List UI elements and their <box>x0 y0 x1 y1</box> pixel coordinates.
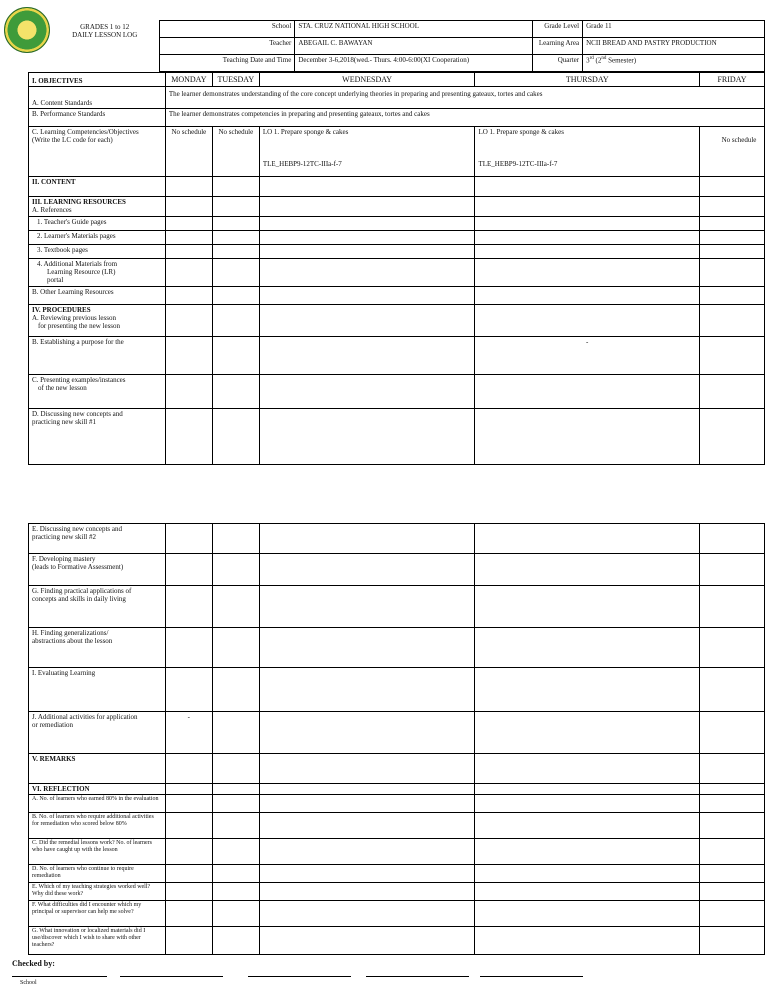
learning-area-value: NCII BREAD AND PASTRY PRODUCTION <box>583 38 765 55</box>
content-standards-label: A. Content Standards <box>29 87 166 109</box>
quarter-label: Quarter <box>533 55 583 72</box>
school-label: School <box>160 21 295 38</box>
header-table <box>50 20 765 72</box>
signature-line-2 <box>120 976 223 977</box>
tuesday-no-schedule: No schedule <box>212 127 259 177</box>
learners-materials-label: 2. Learner's Materials pages <box>29 231 166 245</box>
procedure-i: I. Evaluating Learning <box>29 668 166 712</box>
lesson-log-table-page2 <box>28 523 765 955</box>
grade-level-value: Grade 11 <box>583 21 765 38</box>
teacher-value: ABEGAIL C. BAWAYAN <box>295 38 533 55</box>
procedure-f: F. Developing mastery (leads to Formative Assessment) <box>29 554 166 586</box>
lesson-log-table-page1 <box>28 72 765 465</box>
thursday-competency: LO 1. Prepare sponge & cakes TLE_HEBP9-12TC-IIIa-f-7 <box>475 127 700 177</box>
content-standards-value: The learner demonstrates understanding of the core concept underlying theories in preparing and presenting gateaux, tortes and cakes <box>165 87 764 109</box>
other-resources-label: B. Other Learning Resources <box>29 287 166 305</box>
day-wednesday: WEDNESDAY <box>259 73 475 87</box>
checked-by-label: Checked by: <box>12 959 55 968</box>
procedure-d: D. Discussing new concepts and practicing new skill #1 <box>29 409 166 465</box>
reflection-a: A. No. of learners who earned 80% in the evaluation <box>29 795 166 813</box>
procedure-g: G. Finding practical applications of concepts and skills in daily living <box>29 586 166 628</box>
procedure-b: B. Establishing a purpose for the <box>29 337 166 375</box>
teacher-label: Teacher <box>160 38 295 55</box>
reflection-heading: VI. REFLECTION <box>29 784 166 795</box>
content-heading: II. CONTENT <box>29 177 166 197</box>
monday-dash: - <box>165 712 212 754</box>
thursday-dash: - <box>475 337 700 375</box>
remarks-heading: V. REMARKS <box>29 754 166 784</box>
friday-no-schedule: No schedule <box>700 127 765 177</box>
day-thursday: THURSDAY <box>475 73 700 87</box>
signature-line-3 <box>248 976 351 977</box>
wednesday-competency: LO 1. Prepare sponge & cakes TLE_HEBP9-12TC-IIIa-f-7 <box>259 127 475 177</box>
day-friday: FRIDAY <box>700 73 765 87</box>
school-signature-label: School <box>20 980 37 986</box>
reflection-e: E. Which of my teaching strategies worked well? Why did these work? <box>29 883 166 901</box>
teachers-guide-label: 1. Teacher's Guide pages <box>29 217 166 231</box>
school-seal-logo <box>4 7 50 53</box>
day-monday: MONDAY <box>165 73 212 87</box>
dates-label: Teaching Date and Time <box>160 55 295 72</box>
performance-standards-value: The learner demonstrates competencies in preparing and presenting gateaux, tortes and cakes <box>165 109 764 127</box>
dates-value: December 3-6,2018(wed.- Thurs. 4:00-6:00(XI Cooperation) <box>295 55 533 72</box>
reflection-d: D. No. of learners who continue to require remediation <box>29 865 166 883</box>
procedure-a: IV. PROCEDURES A. Reviewing previous lesson for presenting the new lesson <box>29 305 166 337</box>
learning-area-label: Learning Area <box>533 38 583 55</box>
learning-resources-heading: III. LEARNING RESOURCES A. References <box>29 197 166 217</box>
signature-line-1 <box>12 976 107 977</box>
reflection-b: B. No. of learners who require additional activities for remediation who scored below 80% <box>29 813 166 839</box>
procedure-c: C. Presenting examples/instances of the new lesson <box>29 375 166 409</box>
school-value: STA. CRUZ NATIONAL HIGH SCHOOL <box>295 21 533 38</box>
reflection-g: G. What innovation or localized materials did I use/discover which I wish to share with other teachers? <box>29 927 166 955</box>
day-tuesday: TUESDAY <box>212 73 259 87</box>
procedure-e: E. Discussing new concepts and practicing new skill #2 <box>29 524 166 554</box>
procedure-h: H. Finding generalizations/ abstractions about the lesson <box>29 628 166 668</box>
grades-label: GRADES 1 to 12 <box>80 22 130 31</box>
monday-no-schedule: No schedule <box>165 127 212 177</box>
learning-competencies-label: C. Learning Competencies/Objectives (Write the LC code for each) <box>29 127 166 177</box>
additional-materials-label: 4. Additional Materials from Learning Resource (LR) portal <box>29 259 166 287</box>
quarter-value: 3rd (2nd Semester) <box>583 55 765 72</box>
signature-line-4 <box>366 976 469 977</box>
procedure-j: J. Additional activities for application or remediation <box>29 712 166 754</box>
dll-label: DAILY LESSON LOG <box>72 30 138 39</box>
performance-standards-label: B. Performance Standards <box>29 109 166 127</box>
reflection-c: C. Did the remedial lessons work? No. of learners who have caught up with the lesson <box>29 839 166 865</box>
signature-line-5 <box>480 976 583 977</box>
grade-level-label: Grade Level <box>533 21 583 38</box>
objectives-heading: I. OBJECTIVES <box>29 73 166 87</box>
textbook-pages-label: 3. Textbook pages <box>29 245 166 259</box>
reflection-f: F. What difficulties did I encounter which my principal or supervisor can help me solve? <box>29 901 166 927</box>
